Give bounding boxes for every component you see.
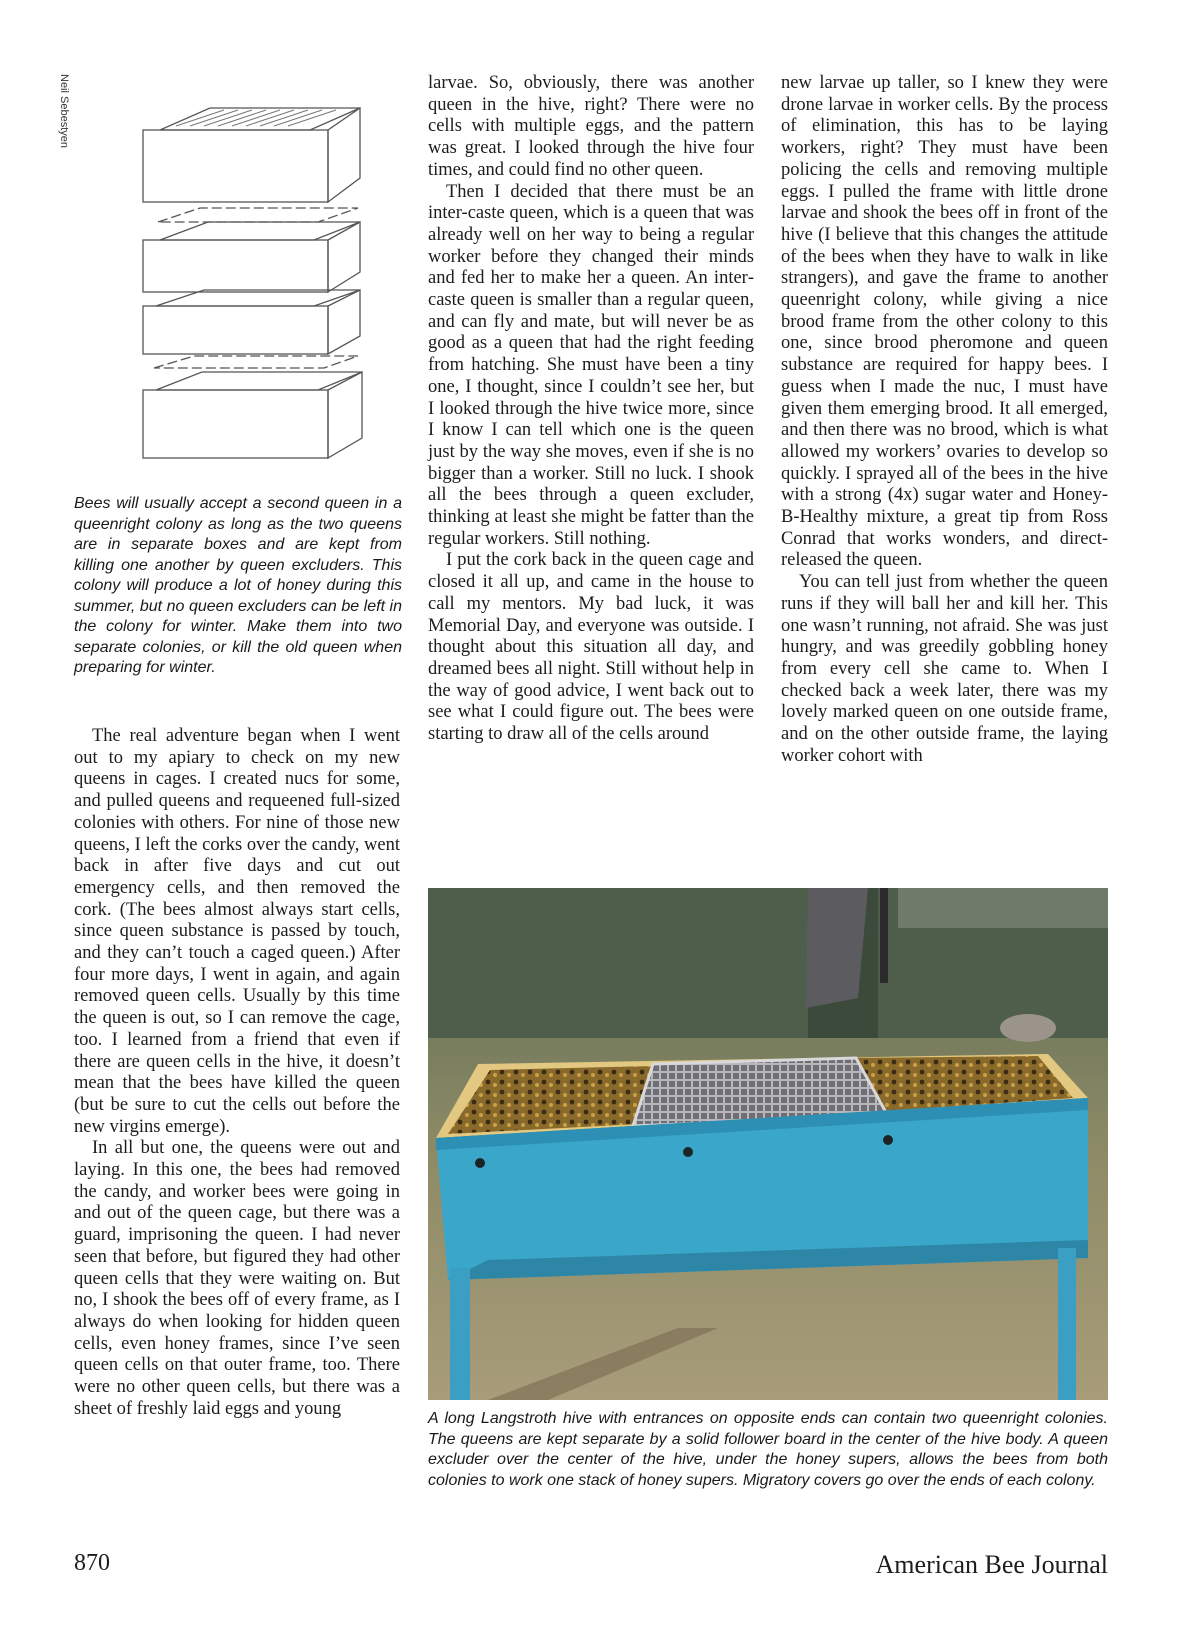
paragraph: I put the cork back in the queen cage and closed it all up, and came in the house to call my mentors. My bad luck, it was Memorial Day, and everyone was outside. I thought about this situation all day, and dreamed bees all night. Still without help in the way of good advice, I went back out to see what I could figure out. The bees were starting to draw all of the cells around bbox=[428, 550, 754, 745]
long-hive-photo bbox=[428, 888, 1108, 1400]
paragraph: In all but one, the queens were out and laying. In this one, the bees had removed the candy, and worker bees were going in and out of the queen cage, but there was a guard, imprisoning the queen. I had never seen that before, but figured they had other queen cells that they were waiting on. But no, I shook the bees off of every frame, as I always do when looking for hidden queen cells, even honey frames, since I’ve seen queen cells on that outer frame, too. There were no other queen cells, but there was a sheet of freshly laid eggs and young bbox=[74, 1138, 400, 1419]
paragraph: new larvae up taller, so I knew they were drone larvae in worker cells. By the process of elimination, this has to be laying workers, right? They must have been policing the cells and removing multiple eggs. I pulled the frame with little drone larvae and shook the bees off in front of the hive (I believe that this changes the attitude of the bees when they have to walk in like strangers), and gave the frame to another queenright colony, while giving a nice brood frame from the other colony to this one, since brood pheromone and queen substance are required for happy bees. I guess when I made the nuc, I must have given them emerging brood. It all emerged, and then there was no brood, which is what allowed my workers’ ovaries to develop so quickly. I sprayed all of the bees in the hive with a strong (4x) sugar water and Honey-B-Healthy mixture, a great tip from Ross Conrad that works wonders, and direct-released the queen. bbox=[781, 73, 1108, 571]
text-column-2 bbox=[428, 73, 754, 746]
page-number: 870 bbox=[74, 1550, 110, 1576]
journal-title: American Bee Journal bbox=[875, 1550, 1108, 1579]
paragraph: larvae. So, obviously, there was another queen in the hive, right? There were no cells with multiple eggs, and the pattern was great. I looked through the hive four times, and could find no other queen. bbox=[428, 73, 754, 180]
stacked-hive-drawing bbox=[128, 100, 408, 475]
text-column-3 bbox=[781, 73, 1108, 768]
drawing-caption: Bees will usually accept a second queen in a queenright colony as long as the two queens are in separate boxes and are kept from killing one another by queen excluders. This colony will produce a lot of honey during this summer, but no queen excluders can be left in the colony for winter. Make them into two separate colonies, or kill the old queen when preparing for winter. bbox=[74, 495, 402, 676]
paragraph: You can tell just from whether the queen runs if they will ball her and kill her. This one wasn’t running, not afraid. She was just hungry, and was greedily gobbling honey from every cell she came to. When I checked back a week later, there was my lovely marked queen on one outside frame, and on the other outside frame, the laying worker cohort with bbox=[781, 572, 1108, 766]
paragraph: Then I decided that there must be an inter-caste queen, which is a queen that was already well on her way to being a regular worker before they changed their minds and fed her to make her a queen. An intercaste queen is smaller than a regular queen, and can fly and mate, but will never be as good as a queen that had the right feeding from hatching. She must have been a tiny one, I thought, since I couldn’t see her, but I looked through the hive twice more, since I know I can tell which one is the queen just by the way she moves, even if she is no bigger than a worker. Still no luck. I shook all the bees through a queen excluder, thinking at least she might be fatter than the regular workers. Still nothing. bbox=[428, 181, 754, 549]
paragraph: The real adventure began when I went out to my apiary to check on my new queens in cages. I created nucs for some, and pulled queens and requeened full-sized colonies with others. For nine of those new queens, I left the corks over the candy, went back in after five days and cut out emergency cells, and then removed the cork. (The bees almost always start cells, since queen substance is passed by touch, and they can’t touch a caged queen.) After four more days, I went in again, and again removed queen cells. Usually by this time the queen is out, so I can remove the cage, too. I learned from a friend that even if there are queen cells in the hive, it doesn’t mean that the bees have killed the queen (but be sure to cut the cells out before the new virgins emerge). bbox=[74, 726, 400, 1137]
photo-credit: Neil Sebestyen bbox=[58, 74, 70, 148]
photo-caption: A long Langstroth hive with entrances on opposite ends can contain two queenright colonies. The queens are kept separate by a solid follower board in the center of the hive body. A queen excluder over the center of the hive, under the honey supers, allows the bees from both colonies to work one stack of honey supers. Migratory covers go over the ends of each colony. bbox=[428, 1410, 1108, 1489]
text-column-1 bbox=[74, 726, 400, 1421]
